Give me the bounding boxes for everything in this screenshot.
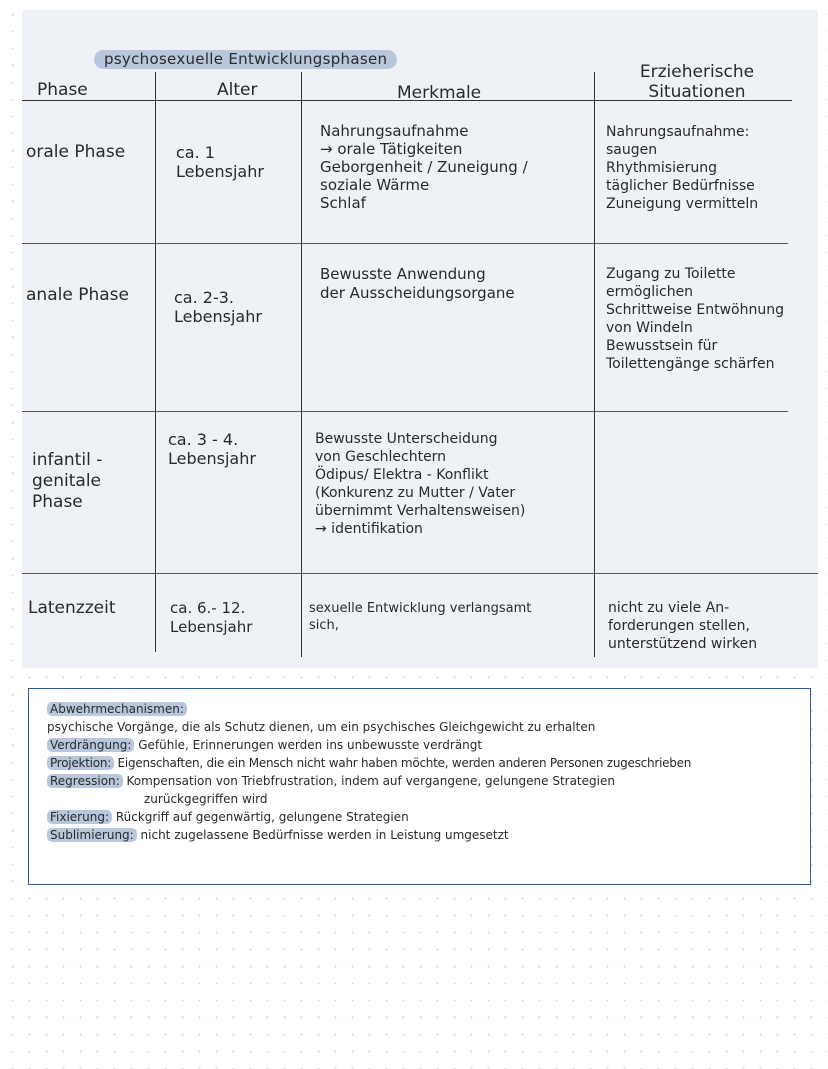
- row-divider: [22, 411, 788, 412]
- column-divider: [301, 72, 302, 657]
- row-orale-phase: orale Phase: [26, 142, 126, 162]
- header-alter: Alter: [217, 80, 258, 100]
- row-anale-alter: ca. 2-3. Lebensjahr: [174, 288, 262, 326]
- note-sheet: [22, 10, 818, 668]
- row-divider: [22, 243, 788, 244]
- row-latenzzeit-phase: Latenzzeit: [28, 598, 116, 618]
- abwehr-item-projektion: Projektion: Eigenschaften, die ein Mensch nicht wahr haben möchte, werden anderen Personen zugeschrieben: [47, 756, 691, 771]
- row-orale-merkmale: Nahrungsaufnahme → orale Tätigkeiten Geborgenheit / Zuneigung / soziale Wärme Schlaf: [320, 122, 528, 212]
- abwehr-item-sublimierung: Sublimierung: nicht zugelassene Bedürfnisse werden in Leistung umgesetzt: [47, 828, 509, 843]
- row-anale-merkmale: Bewusste Anwendung der Ausscheidungsorgane: [320, 265, 515, 302]
- row-anale-erziehung: Zugang zu Toilette ermöglichen Schrittweise Entwöhnung von Windeln Bewusstsein für Toilettengänge schärfen: [606, 266, 784, 372]
- abwehr-item-fixierung: Fixierung: Rückgriff auf gegenwärtig, gelungene Strategien: [47, 810, 409, 825]
- row-orale-erziehung: Nahrungsaufnahme: saugen Rhythmisierung täglicher Bedürfnisse Zuneigung vermitteln: [606, 124, 759, 212]
- header-phase: Phase: [37, 80, 88, 100]
- abwehr-item-verdraengung: Verdrängung: Gefühle, Erinnerungen werden ins unbewusste verdrängt: [47, 738, 482, 753]
- abwehr-item-regression-continued: zurückgegriffen wird: [144, 792, 268, 806]
- row-infantil-genitale-alter: ca. 3 - 4. Lebensjahr: [168, 430, 256, 468]
- row-orale-alter: ca. 1 Lebensjahr: [176, 143, 264, 181]
- abwehr-intro: psychische Vorgänge, die als Schutz dienen, um ein psychisches Gleichgewicht zu erhalten: [47, 720, 596, 734]
- row-divider: [22, 573, 818, 574]
- column-divider: [594, 72, 595, 657]
- row-latenzzeit-merkmale: sexuelle Entwicklung verlangsamt sich,: [309, 601, 532, 633]
- row-infantil-genitale-phase: infantil - genitale Phase: [32, 450, 103, 512]
- row-latenzzeit-alter: ca. 6.- 12. Lebensjahr: [170, 599, 253, 636]
- header-erzieherische-situationen: Erzieherische Situationen: [639, 62, 755, 102]
- row-anale-phase: anale Phase: [26, 285, 129, 305]
- abwehr-item-regression: Regression: Kompensation von Triebfrustration, indem auf vergangene, gelungene Strategien: [47, 774, 615, 789]
- column-divider: [155, 72, 156, 652]
- header-rule: [22, 100, 792, 101]
- abwehr-heading: Abwehrmechanismen:: [47, 702, 187, 717]
- page-title: psychosexuelle Entwicklungsphasen: [94, 50, 397, 69]
- abwehrmechanismen-box: [28, 688, 811, 885]
- header-merkmale: Merkmale: [397, 83, 482, 103]
- row-infantil-genitale-merkmale: Bewusste Unterscheidung von Geschlechtern Ödipus/ Elektra - Konflikt (Konkurenz zu Mutter / Vater übernimmt Verhaltensweisen) → identifikation: [315, 431, 526, 537]
- row-latenzzeit-erziehung: nicht zu viele An- forderungen stellen, unterstützend wirken: [608, 600, 758, 652]
